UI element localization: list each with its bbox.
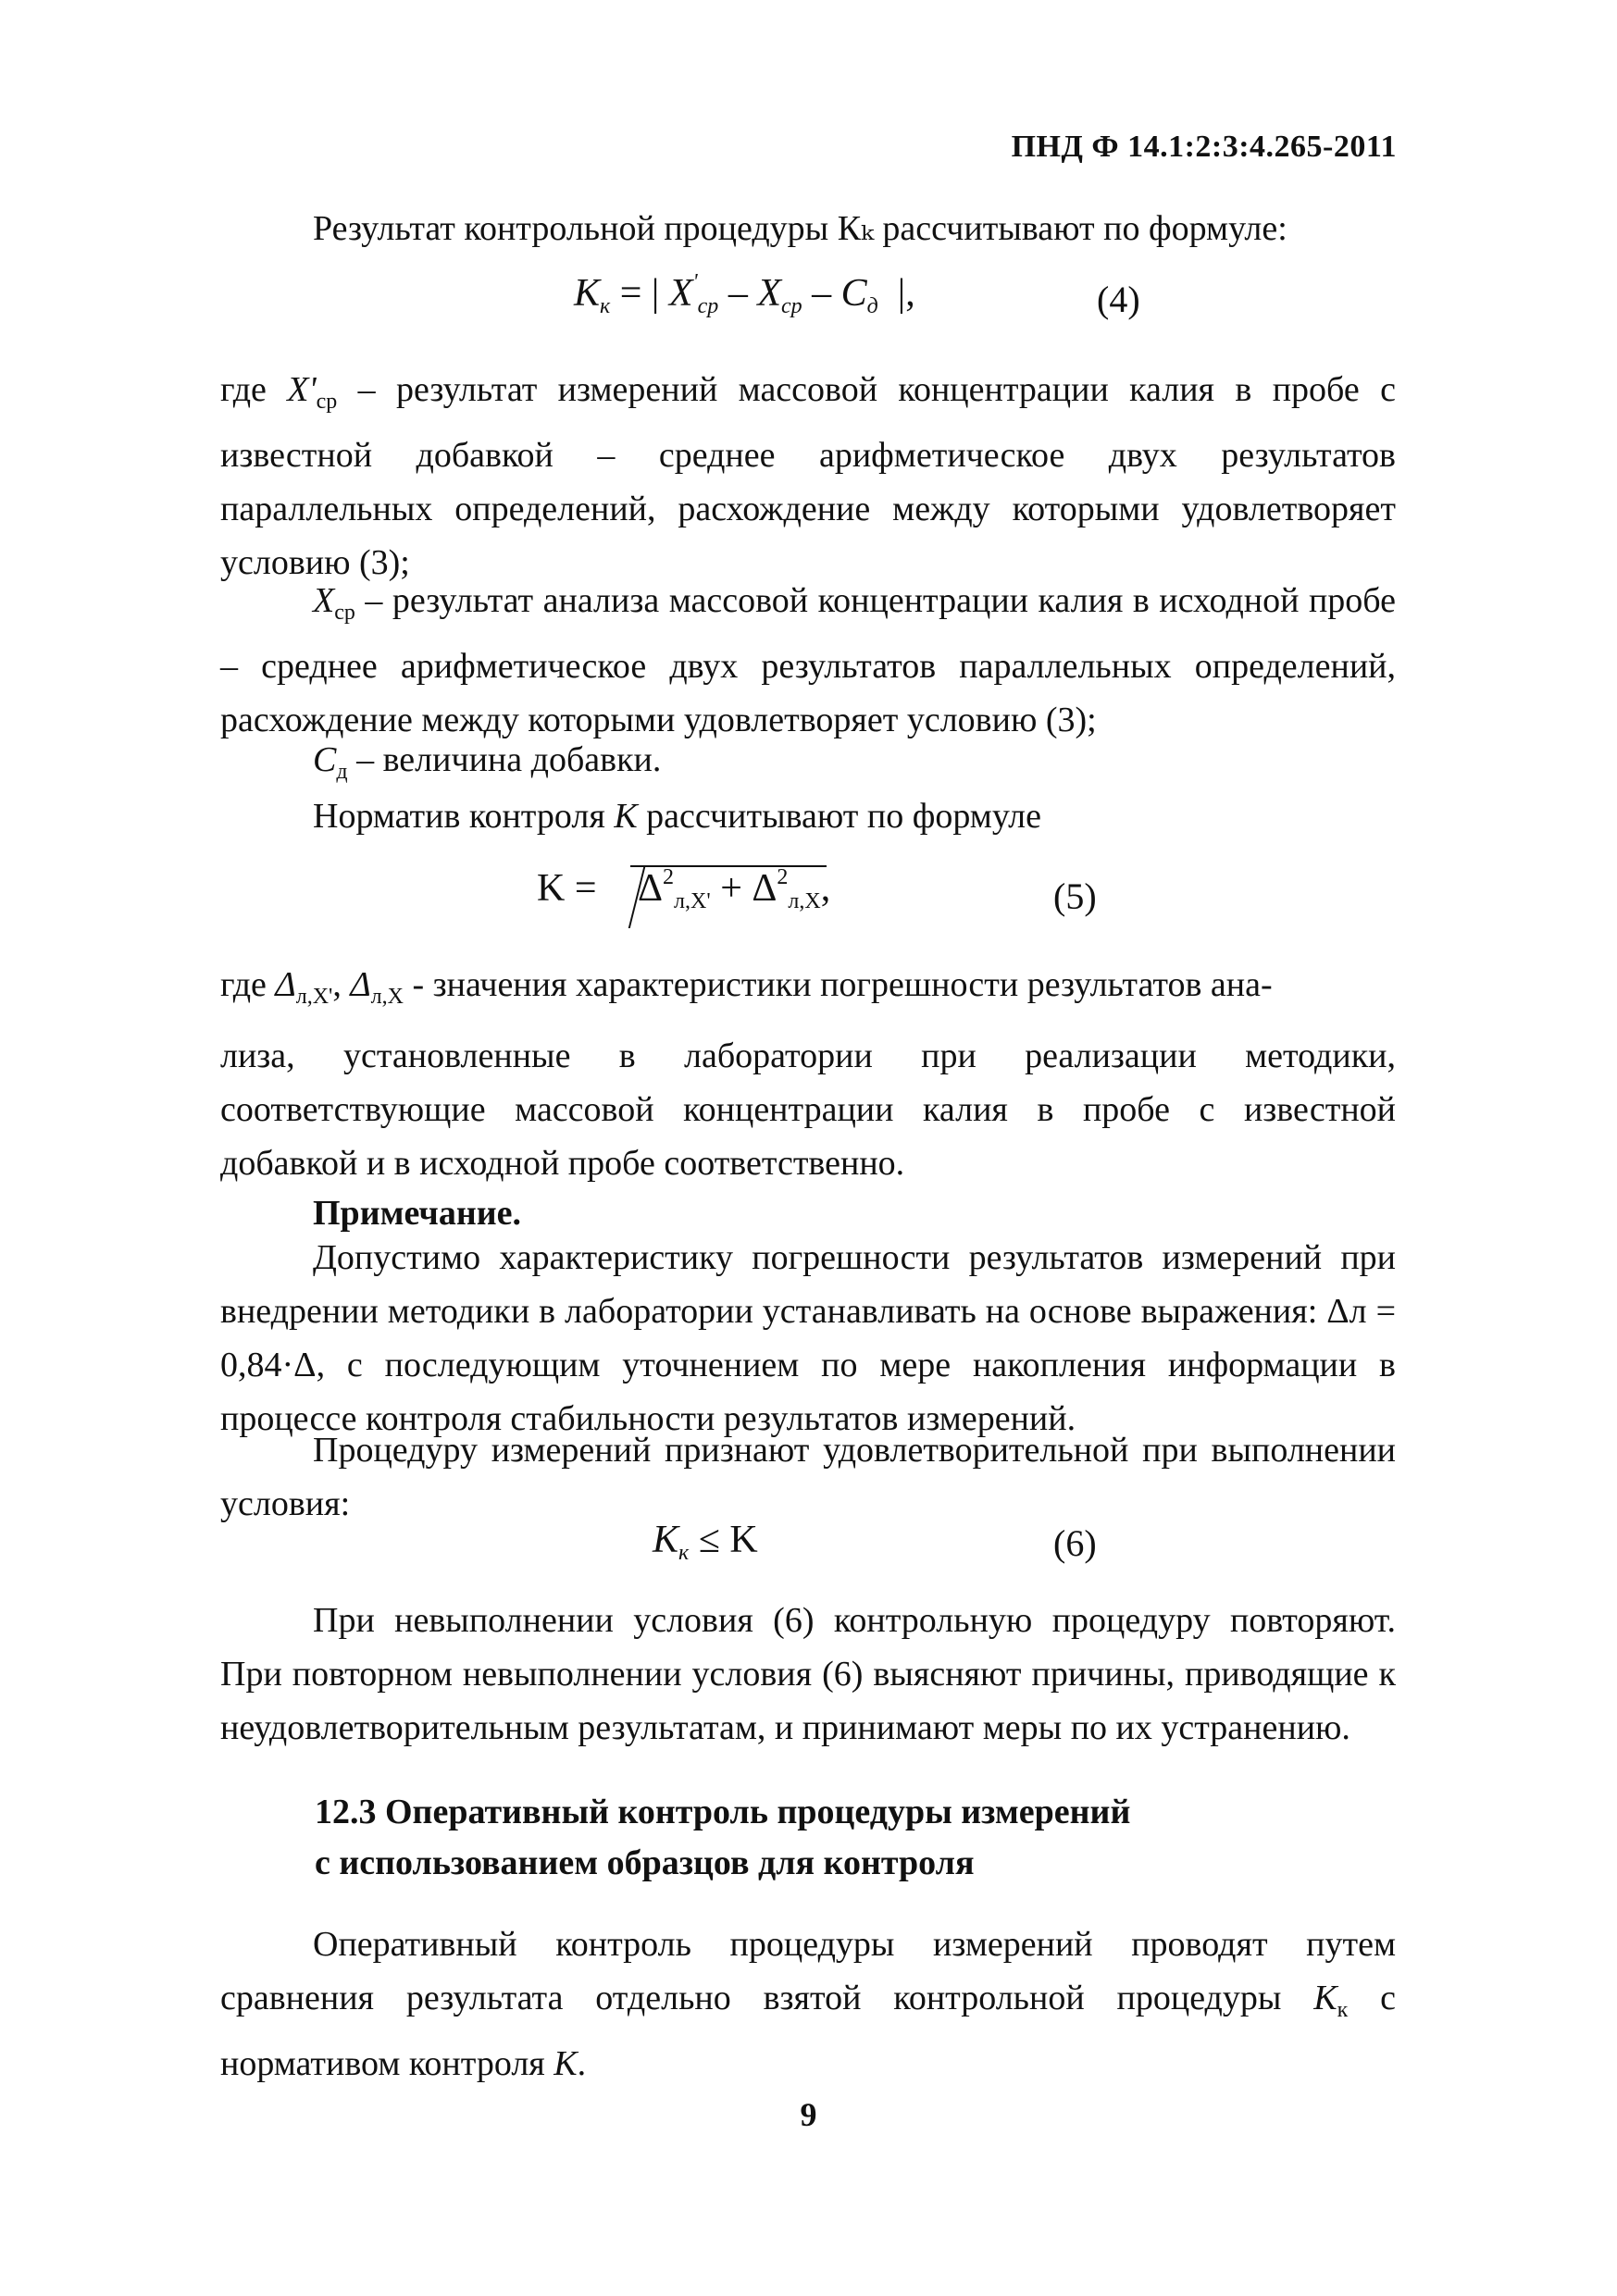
note-title: Примечание. bbox=[313, 1194, 521, 1233]
document-code: ПНД Ф 14.1:2:3:4.265-2011 bbox=[1011, 130, 1397, 164]
paragraph-where-delta-line1: где $\Delta_{л,X'}$, $\Delta_{л,X}$ - значения характеристики погрешности результатов ана- bbox=[220, 965, 1273, 1009]
paragraph-where-x: $X_{ср}$ – результат анализа массовой концентрации калия в исходной пробе – среднее арифметическое двух результатов параллельных определений, расхождение между которыми удовлетворяет условию (3); bbox=[220, 581, 1396, 739]
formula-5 bbox=[0, 865, 1617, 939]
paragraph-where-c: $C_д$ – величина добавки. bbox=[313, 740, 662, 784]
square-root-icon: $\Delta^2_{л,X'} + \Delta^2_{л,X}$ bbox=[610, 865, 821, 914]
equation-number-5: (5) bbox=[1053, 875, 1097, 917]
formula-5-expression: $K = \Delta^2_{л,X'} + \Delta^2_{л,X}$, bbox=[537, 865, 831, 913]
formula-4-expression: $K_к$ = | $X'_{ср} - X_{ср} - C_д$ |, bbox=[574, 270, 915, 318]
paragraph-condition-intro: Процедуру измерений признают удовлетворительной при выполнении условия: bbox=[220, 1431, 1396, 1523]
paragraph-result-formula-intro: Результат контрольной процедуры Кₖ рассчитывают по формуле: bbox=[313, 209, 1287, 248]
formula-6-expression: $K_к \le K$ bbox=[653, 1519, 758, 1565]
formula-4 bbox=[0, 270, 1617, 344]
section-heading-line2: с использованием образцов для контроля bbox=[315, 1843, 975, 1882]
paragraph-where-delta-rest: лиза, установленные в лаборатории при реализации методики, соответствующие массовой концентрации калия в пробе с известной добавкой и в исходной пробе соответственно. bbox=[220, 1036, 1396, 1183]
note-text: Допустимо характеристику погрешности результатов измерений при внедрении методики в лаборатории устанавливать на основе выражения: Δл = 0,84·Δ, с последующим уточнением по мере накопления информации в процессе контроля стабильности результатов измерений. bbox=[220, 1238, 1396, 1438]
page-number: 9 bbox=[800, 2096, 817, 2133]
equation-number-6: (6) bbox=[1053, 1522, 1097, 1564]
section-heading-line1: 12.3 Оперативный контроль процедуры измерений bbox=[315, 1793, 1131, 1831]
formula-6 bbox=[0, 1518, 1617, 1592]
paragraph-operative-control: Оперативный контроль процедуры измерений проводят путем сравнения результата отдельно взятой контрольной процедуры $K_к$ с нормативом контроля K. bbox=[220, 1925, 1396, 2083]
paragraph-repeat: При невыполнении условия (6) контрольную процедуру повторяют. При повторном невыполнении условия (6) выясняют причины, приводящие к неудовлетворительным результатам, и принимают меры по их устранению. bbox=[220, 1601, 1396, 1747]
equation-number-4: (4) bbox=[1097, 279, 1140, 320]
paragraph-norm-intro: Норматив контроля K рассчитывают по формуле bbox=[313, 797, 1041, 836]
paragraph-where-x-prime: где $X'_{ср}$ – результат измерений массовой концентрации калия в пробе с известной добавкой – среднее арифметическое двух результатов параллельных определений, расхождение между которыми удовлетворяет условию (3); bbox=[220, 370, 1396, 582]
